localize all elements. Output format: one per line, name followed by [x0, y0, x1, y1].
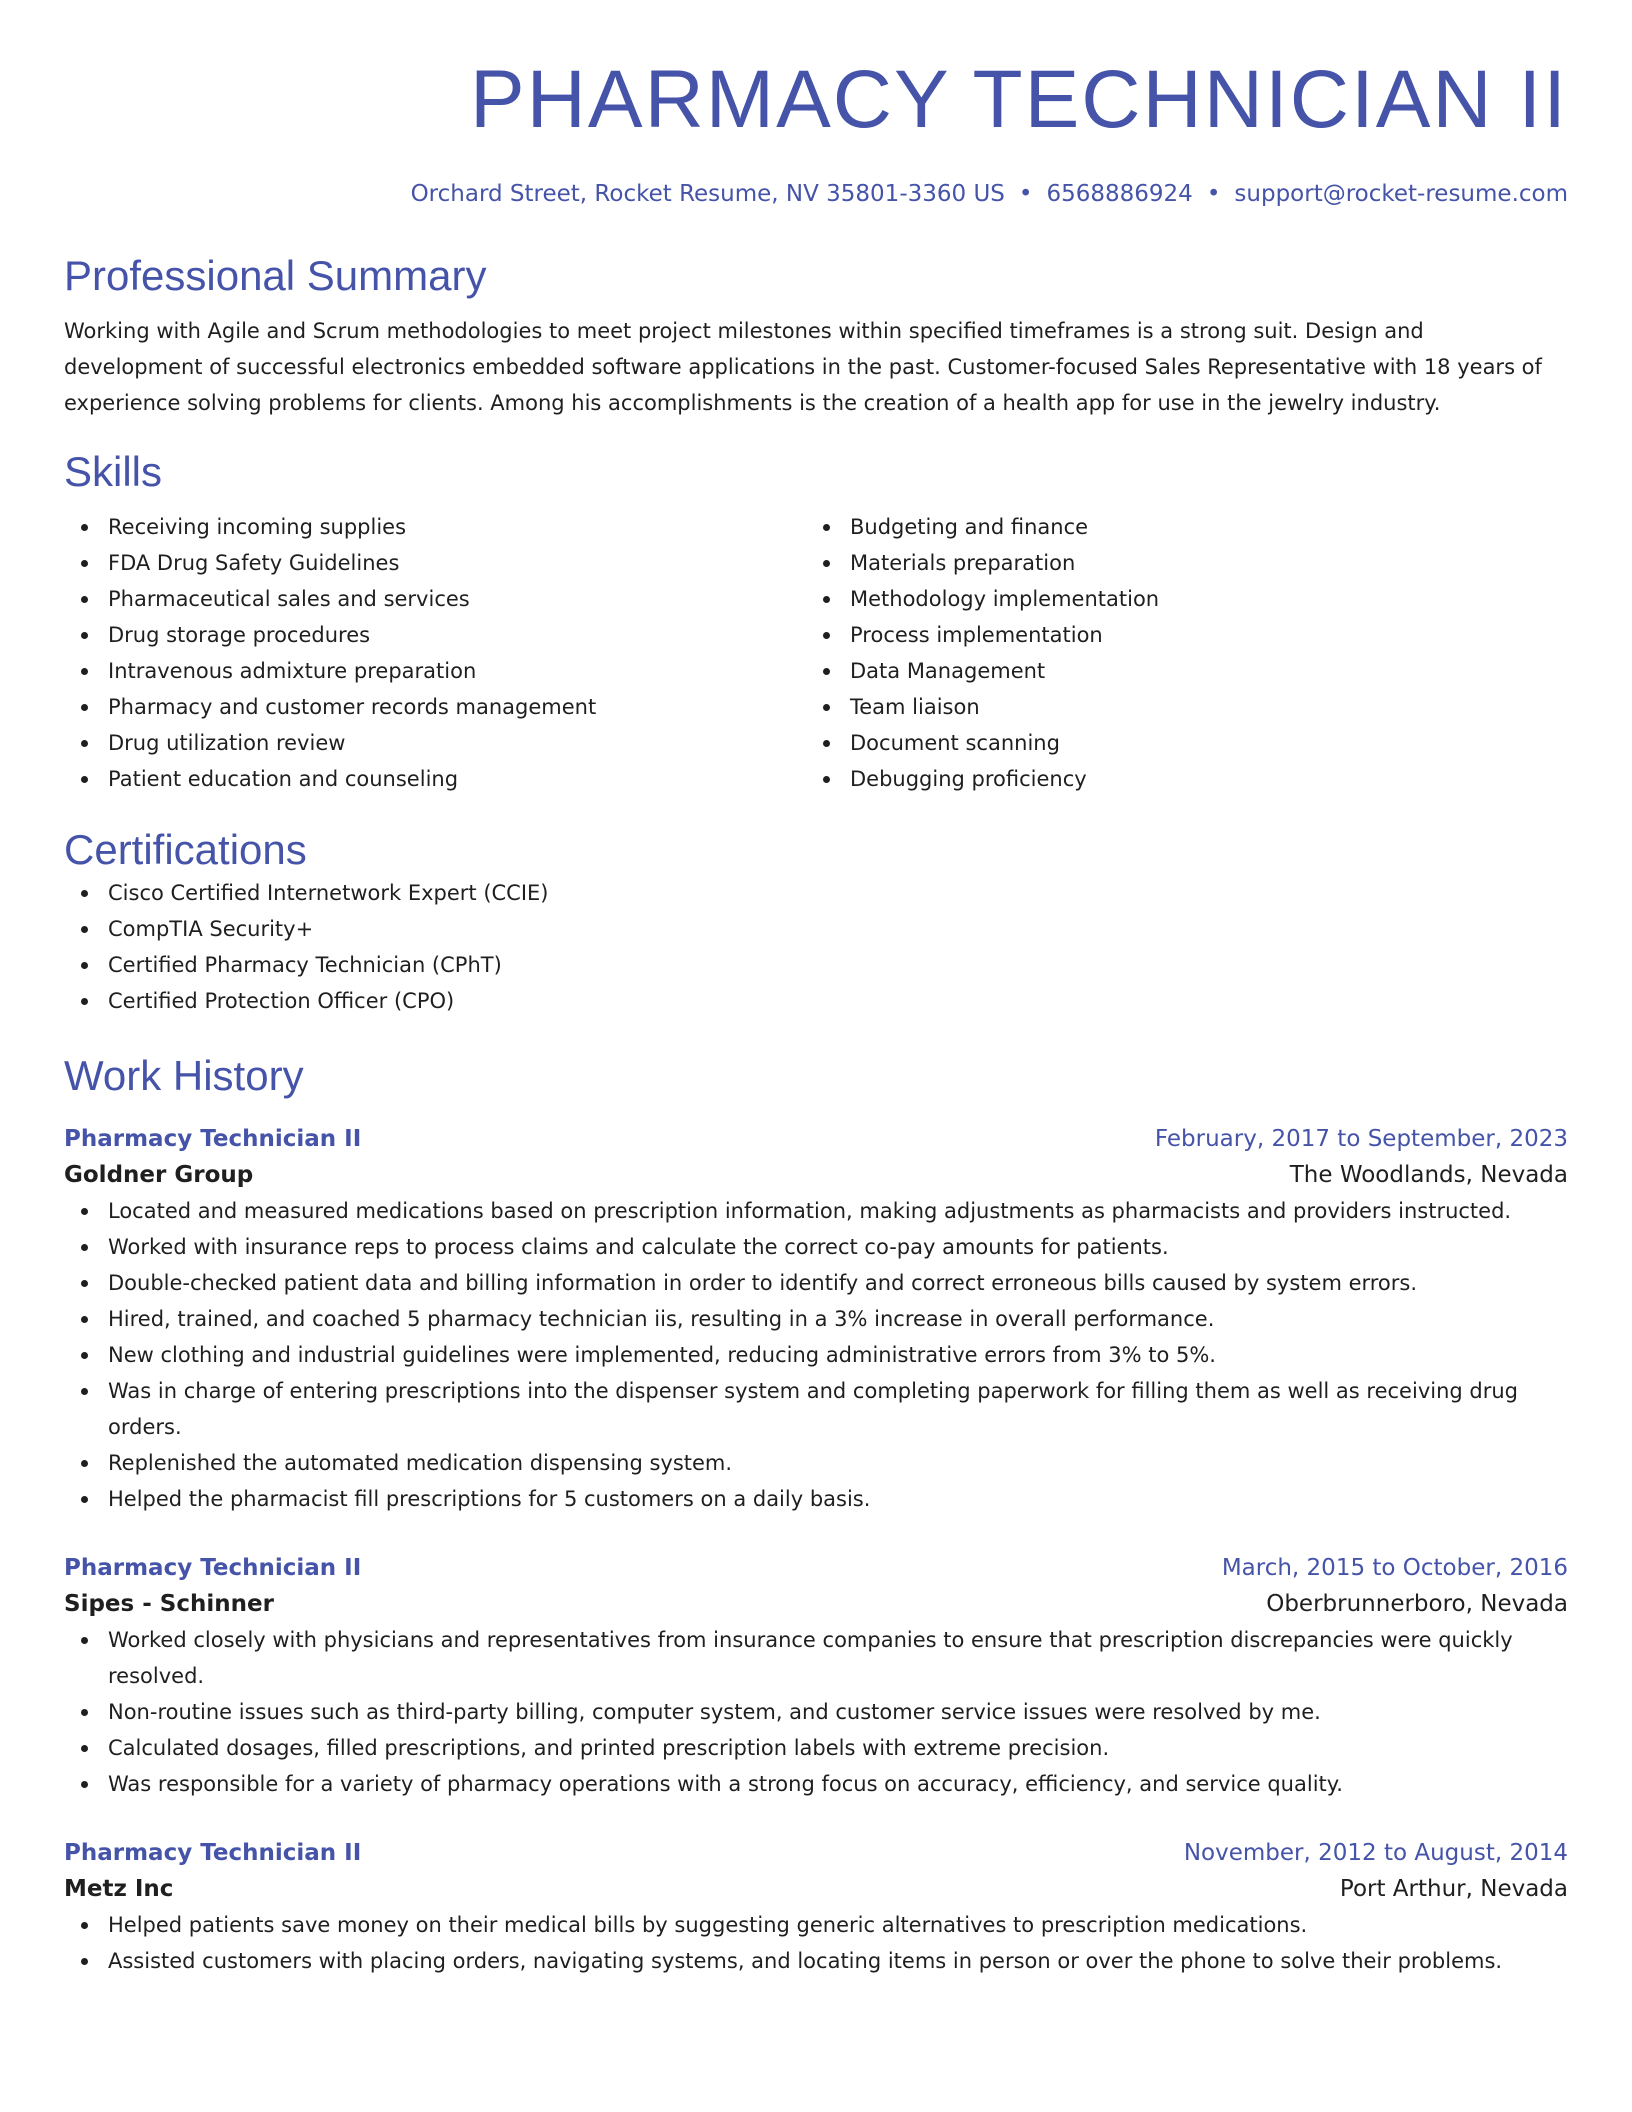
- job-duty: Located and measured medications based on prescription information, making adjustments as pharmacists and providers instructed.: [64, 1193, 1568, 1229]
- job-dates: February, 2017 to September, 2023: [1154, 1126, 1568, 1152]
- job-entry: [64, 1550, 1568, 1802]
- job-role: Pharmacy Technician II: [64, 1555, 362, 1581]
- summary-text: Working with Agile and Scrum methodologies to meet project milestones within specified timeframes is a strong suit. Design and development of successful electronics embedded software applications in the past. Customer-focused Sales Representative with 18 years of experience solving problems for clients. Among his accomplishments is the creation of a health app for use in the jewelry industry.: [64, 319, 1542, 415]
- skill-item: Pharmacy and customer records management: [64, 689, 806, 725]
- job-duties-list: [64, 1907, 1568, 1979]
- resume-title: PHARMACY TECHNICIAN II: [469, 54, 1568, 145]
- job-duty: Helped the pharmacist fill prescriptions for 5 customers on a daily basis.: [64, 1481, 1568, 1517]
- job-entry: [64, 1835, 1568, 1979]
- skill-item: FDA Drug Safety Guidelines: [64, 545, 806, 581]
- job-duty: Was in charge of entering prescriptions into the dispenser system and completing paperwork for filling them as well as receiving drug orders.: [64, 1373, 1568, 1445]
- job-duty: Worked with insurance reps to process claims and calculate the correct co-pay amounts for patients.: [64, 1229, 1568, 1265]
- job-duty: Double-checked patient data and billing information in order to identify and correct erroneous bills caused by system errors.: [64, 1265, 1568, 1301]
- skill-item: Budgeting and finance: [806, 509, 1568, 545]
- work-history-heading: Work History: [64, 1052, 304, 1099]
- job-entry: [64, 1121, 1568, 1517]
- job-location: Oberbrunnerboro, Nevada: [1266, 1591, 1568, 1617]
- certification-item: Cisco Certified Internetwork Expert (CCIE): [64, 875, 1568, 911]
- skill-item: Materials preparation: [806, 545, 1568, 581]
- job-duty: Was responsible for a variety of pharmacy operations with a strong focus on accuracy, efficiency, and service quality.: [64, 1766, 1568, 1802]
- skill-item: Drug storage procedures: [64, 617, 806, 653]
- skill-item: Patient education and counseling: [64, 761, 806, 797]
- job-header: [64, 1121, 1568, 1157]
- job-duty: Non-routine issues such as third-party billing, computer system, and customer service issues were resolved by me.: [64, 1694, 1568, 1730]
- job-header: [64, 1835, 1568, 1871]
- job-company: Metz Inc: [64, 1876, 174, 1902]
- skill-item: Debugging proficiency: [806, 761, 1568, 797]
- certification-item: Certified Protection Officer (CPO): [64, 983, 1568, 1019]
- skill-item: Drug utilization review: [64, 725, 806, 761]
- job-duty: Worked closely with physicians and representatives from insurance companies to ensure that prescription discrepancies were quickly resolved.: [64, 1622, 1568, 1694]
- skills-heading: Skills: [64, 448, 163, 495]
- job-dates: November, 2012 to August, 2014: [1183, 1840, 1568, 1866]
- job-duty: Hired, trained, and coached 5 pharmacy technician iis, resulting in a 3% increase in overall performance.: [64, 1301, 1568, 1337]
- resume-page: [64, 0, 1568, 1979]
- skill-item: Data Management: [806, 653, 1568, 689]
- job-subheader: [64, 1871, 1568, 1907]
- contact-email: support@rocket-resume.com: [1234, 181, 1568, 207]
- job-role: Pharmacy Technician II: [64, 1840, 362, 1866]
- job-location: The Woodlands, Nevada: [1289, 1162, 1568, 1188]
- contact-address: Orchard Street, Rocket Resume, NV 35801-3360 US: [410, 181, 1005, 207]
- skills-list-right: [806, 509, 1568, 797]
- contact-separator: •: [1206, 181, 1221, 207]
- job-duties-list: [64, 1193, 1568, 1517]
- job-location: Port Arthur, Nevada: [1339, 1876, 1568, 1902]
- job-header: [64, 1550, 1568, 1586]
- skill-item: Process implementation: [806, 617, 1568, 653]
- job-duty: Calculated dosages, filled prescriptions, and printed prescription labels with extreme precision.: [64, 1730, 1568, 1766]
- contact-line: [64, 179, 1568, 209]
- skills-list-left: [64, 509, 806, 797]
- job-company: Goldner Group: [64, 1162, 254, 1188]
- job-duty: Helped patients save money on their medical bills by suggesting generic alternatives to prescription medications.: [64, 1907, 1568, 1943]
- certification-item: CompTIA Security+: [64, 911, 1568, 947]
- job-duty: New clothing and industrial guidelines were implemented, reducing administrative errors from 3% to 5%.: [64, 1337, 1568, 1373]
- skills-columns: [64, 509, 1568, 797]
- job-duties-list: [64, 1622, 1568, 1802]
- skill-item: Pharmaceutical sales and services: [64, 581, 806, 617]
- contact-phone: 6568886924: [1046, 181, 1193, 207]
- certification-item: Certified Pharmacy Technician (CPhT): [64, 947, 1568, 983]
- skill-item: Receiving incoming supplies: [64, 509, 806, 545]
- job-duty: Replenished the automated medication dispensing system.: [64, 1445, 1568, 1481]
- job-role: Pharmacy Technician II: [64, 1126, 362, 1152]
- job-company: Sipes - Schinner: [64, 1591, 274, 1617]
- job-subheader: [64, 1157, 1568, 1193]
- certifications-list: [64, 875, 1568, 1019]
- contact-separator: •: [1018, 181, 1033, 207]
- job-dates: March, 2015 to October, 2016: [1221, 1555, 1568, 1581]
- job-duty: Assisted customers with placing orders, navigating systems, and locating items in person or over the phone to solve their problems.: [64, 1943, 1568, 1979]
- skill-item: Team liaison: [806, 689, 1568, 725]
- skill-item: Methodology implementation: [806, 581, 1568, 617]
- summary-heading: Professional Summary: [64, 252, 487, 299]
- skill-item: Intravenous admixture preparation: [64, 653, 806, 689]
- certifications-heading: Certifications: [64, 826, 307, 873]
- job-subheader: [64, 1586, 1568, 1622]
- skill-item: Document scanning: [806, 725, 1568, 761]
